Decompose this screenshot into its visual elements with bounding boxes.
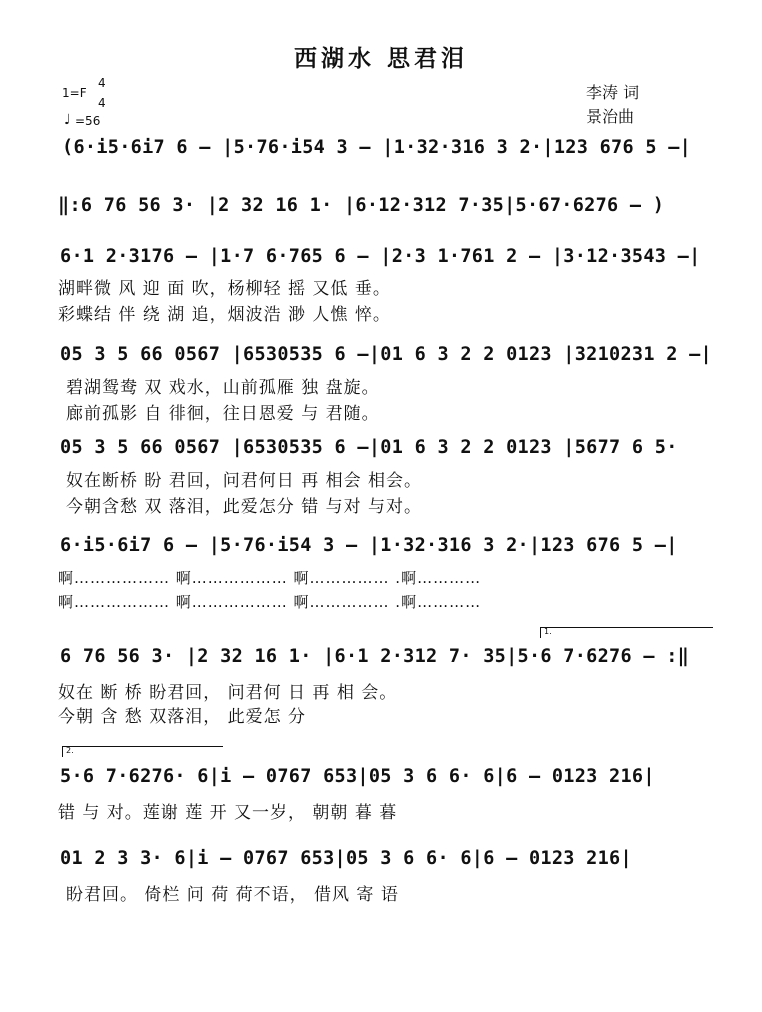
song-title: 西湖水 思君泪: [293, 45, 468, 72]
score-row-4: 05 3 5 66 0567 |6530535 6 –|01 6 3 2 2 0123 |3210231 2 –|: [60, 344, 712, 365]
second-ending-label: 2.: [66, 746, 74, 755]
lyric-row-4-verse-1: 碧湖鸳鸯 双 戏水，山前孤雁 独 盘旋。: [66, 378, 380, 398]
lyricist-credit: 李涛 词: [586, 83, 640, 102]
time-signature-bottom: 4: [98, 96, 106, 110]
lyric-row-6-verse-1: 啊……………… 啊……………… 啊…………… .啊…………: [58, 569, 482, 587]
score-row-3: 6·1 2·3176 – |1·7 6·765 6 – |2·3 1·761 2 – |3·12·3543 –|: [60, 246, 701, 267]
score-row-9: 01 2 3 3· 6|i – 0767 653|05 3 6 6· 6|6 – 0123 216|: [60, 848, 632, 869]
score-row-6: 6·i5·6i7 6 – |5·76·i54 3 – |1·32·316 3 2·|123 676 5 –|: [60, 535, 678, 556]
tempo-marking: =56: [75, 114, 101, 128]
lyric-row-3-verse-2: 彩蝶结 伴 绕 湖 追，烟波浩 渺 人憔 悴。: [58, 305, 391, 325]
score-row-5: 05 3 5 66 0567 |6530535 6 –|01 6 3 2 2 0123 |5677 6 5·: [60, 437, 678, 458]
key-signature: 1=F: [62, 86, 87, 100]
score-row-8: 5·6 7·6276· 6|i – 0767 653|05 3 6 6· 6|6 – 0123 216|: [60, 766, 655, 787]
score-row-1: (6·i5·6i7 6 – |5·76·i54 3 – |1·32·316 3 2·|123 676 5 –|: [62, 137, 692, 158]
lyric-row-9: 盼君回。 倚栏 问 荷 荷不语， 借风 寄 语: [66, 885, 399, 905]
score-row-7: 6 76 56 3· |2 32 16 1· |6·1 2·312 7· 35|5·6 7·6276 – :‖: [60, 646, 690, 667]
score-row-2: ‖:6 76 56 3· |2 32 16 1· |6·12·312 7·35|5·67·6276 – ): [58, 195, 665, 216]
first-ending-bracket: [540, 627, 713, 638]
time-signature-top: 4: [98, 76, 106, 90]
second-ending-bracket: [62, 746, 223, 757]
first-ending-label: 1.: [544, 627, 552, 636]
lyric-row-7-verse-1: 奴在 断 桥 盼君回， 问君何 日 再 相 会。: [58, 683, 398, 703]
lyric-row-3-verse-1: 湖畔微 风 迎 面 吹，杨柳轻 摇 又低 垂。: [58, 279, 391, 299]
lyric-row-5-verse-1: 奴在断桥 盼 君回，问君何日 再 相会 相会。: [66, 471, 423, 491]
quarter-note-icon: ♩: [64, 112, 71, 128]
lyric-row-4-verse-2: 廊前孤影 自 徘徊，往日恩爱 与 君随。: [66, 404, 380, 424]
lyric-row-5-verse-2: 今朝含愁 双 落泪，此爱怎分 错 与对 与对。: [66, 497, 423, 517]
composer-credit: 景治曲: [586, 107, 635, 126]
lyric-row-6-verse-2: 啊……………… 啊……………… 啊…………… .啊…………: [58, 593, 482, 611]
lyric-row-7-verse-2: 今朝 含 愁 双落泪， 此爱怎 分: [58, 707, 307, 727]
lyric-row-8: 错 与 对。莲谢 莲 开 又一岁， 朝朝 暮 暮: [58, 803, 398, 823]
